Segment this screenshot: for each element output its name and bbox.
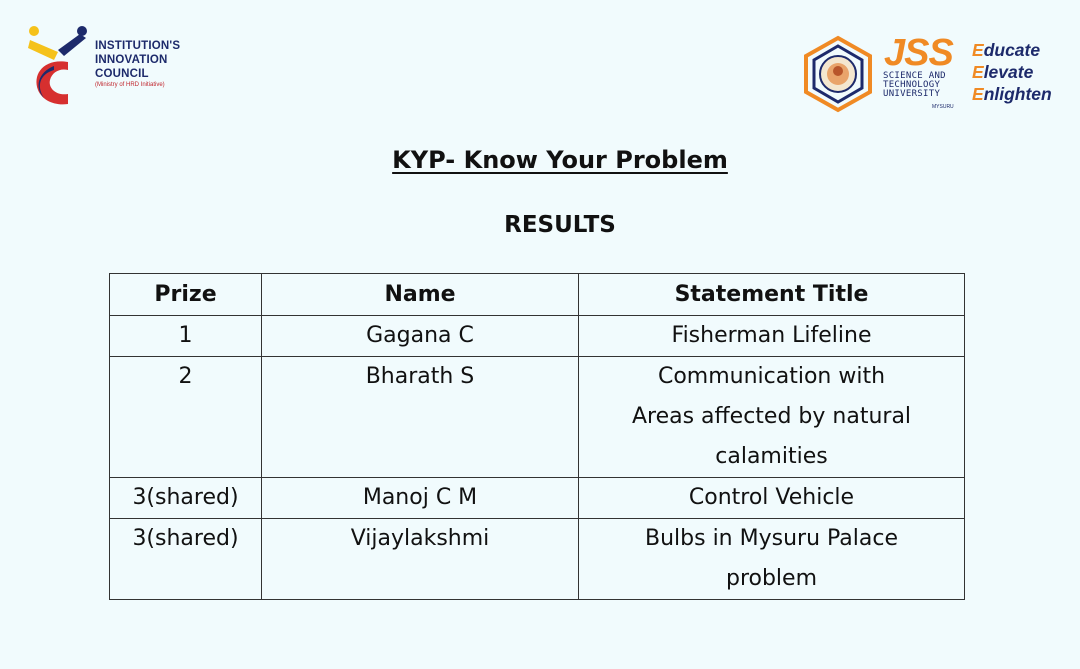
jss-logo: [800, 34, 1070, 116]
iic-subtitle: (Ministry of HRD Initiative): [95, 82, 165, 88]
jss-univ-line-2: TECHNOLOGY: [883, 80, 941, 90]
statement-title-cell: [579, 519, 965, 600]
prize-cell: 3(shared): [110, 478, 262, 519]
name-cell: Gagana C: [262, 316, 579, 357]
column-header-statement-title: Statement Title: [579, 274, 965, 316]
statement-title-cell: [579, 478, 965, 519]
jss-tagline: [972, 39, 1052, 105]
table-row: [110, 357, 965, 478]
table-row: [110, 519, 965, 600]
iic-logo: [24, 22, 224, 112]
tagline-educate: Educate: [972, 40, 1041, 60]
name-cell: Manoj C M: [262, 478, 579, 519]
table-header-row: [110, 274, 965, 316]
jss-mark: JSS: [884, 32, 953, 74]
results-heading: RESULTS: [504, 212, 616, 238]
tagline-enlighten: Enlighten: [972, 84, 1052, 104]
tagline-elevate: Elevate: [972, 62, 1034, 82]
iic-name-line-2: INNOVATION: [95, 54, 168, 66]
statement-title-line: Bulbs in Mysuru Palace: [645, 526, 898, 551]
prize-cell: 3(shared): [110, 519, 262, 600]
table-row: [110, 316, 965, 357]
iic-name-line-1: INSTITUTION'S: [95, 40, 181, 52]
statement-title-cell: [579, 357, 965, 478]
statement-title-line: problem: [725, 566, 818, 591]
iic-name-line-3: COUNCIL: [95, 68, 149, 80]
prize-cell: 2: [110, 357, 262, 478]
statement-title-cell: [579, 316, 965, 357]
statement-title-line: Fisherman Lifeline: [671, 323, 872, 348]
statement-title-line: calamities: [715, 444, 828, 469]
statement-title-line: Areas affected by natural: [631, 404, 912, 429]
name-cell: Bharath S: [262, 357, 579, 478]
jss-univ-line-1: SCIENCE AND: [883, 71, 946, 81]
name-cell: Vijaylakshmi: [262, 519, 579, 600]
results-table: [109, 273, 965, 600]
jss-city: MYSURU: [932, 104, 954, 110]
jss-emblem-icon: [800, 34, 880, 116]
statement-title-line: Communication with: [657, 364, 886, 389]
page-title: KYP- Know Your Problem: [392, 146, 728, 174]
table-row: [110, 478, 965, 519]
jss-univ-line-3: UNIVERSITY: [883, 89, 941, 99]
column-header-prize: Prize: [110, 274, 262, 316]
statement-title-line: Control Vehicle: [688, 485, 855, 510]
column-header-name: Name: [262, 274, 579, 316]
prize-cell: 1: [110, 316, 262, 357]
iic-emblem-icon: [24, 22, 96, 112]
